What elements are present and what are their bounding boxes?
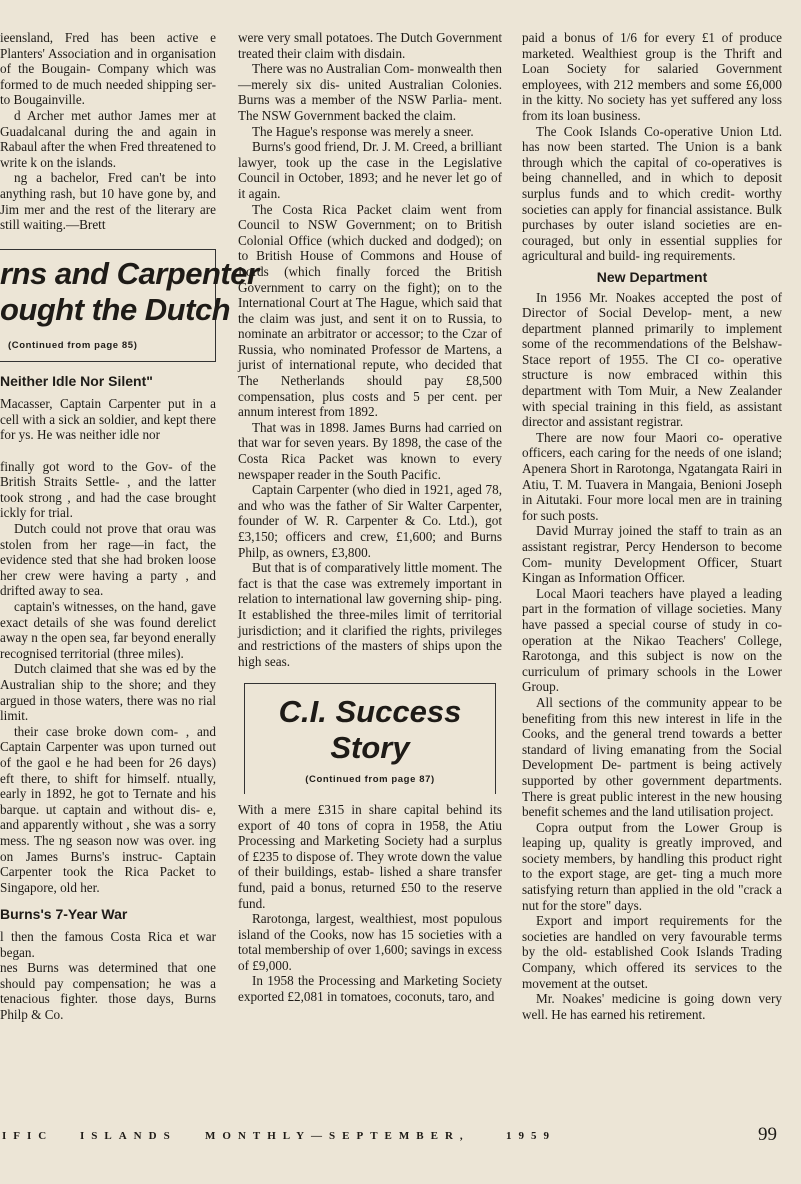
paragraph: l then the famous Costa Rica et war began. — [0, 928, 216, 960]
paragraph: paid a bonus of 1/6 for every £1 of produce marketed. Wealthiest group is the Thrift and Loan Society for salaried Government employees, with 212 members and some £6,000 in the kitty. No society has yet suffered any loss from its loan business. — [522, 30, 782, 123]
subheading: Neither Idle Nor Silent" — [0, 373, 153, 390]
feature-box — [244, 683, 496, 794]
continued-note: (Continued from page 85) — [8, 339, 138, 351]
feature-headline: rns and Carpenter — [0, 255, 259, 291]
paragraph: There are now four Maori co- operative officers, each caring for the needs of one island; Apenera Short in Rarotonga, Ngatangata Rairi in Atiu, T. M. Tuavera in Mangaia, Benioni Joseph in Aitutaki. Four more local men are in training for such posts. — [522, 429, 782, 523]
subheading: New Department — [596, 268, 708, 285]
continued-note: (Continued from page 87) — [305, 774, 435, 786]
paragraph: David Murray joined the staff to train as an assistant registrar, Percy Henderson to become Com- munity Development Officer, Stuart Kingan as Information Officer. — [522, 523, 782, 586]
paragraph: The Hague's response was merely a sneer. — [252, 123, 474, 139]
paragraph: Export and import requirements for the societies are handled on very favourable terms by the old- established Cook Islands Trading Company, which offered its services to the movement at the outset. — [522, 913, 782, 991]
paragraph: ieensland, Fred has been active e Planters' Association and in organisation of the Bougain- Company which was formed to de much needed shipping ser- to Bougainville. — [0, 30, 216, 108]
paragraph: The Cook Islands Co-operative Union Ltd. has now been started. The Union is a bank through which the capital of co-operatives is being channelled, and in which to deposit surplus funds and to which credit- worthy societies can apply for financial assistance. Bulk purchases by outer island societies are en- couraged, but only in essential supplies for agricultural and build- ing requirements. — [522, 123, 782, 264]
paragraph: captain's witnesses, on the hand, gave exact details of she was found derelict away n the open sea, far beyond enerally recognised territorial (three miles). — [0, 599, 216, 661]
page-footer — [0, 1124, 801, 1148]
feature-headline: ought the Dutch — [0, 291, 231, 327]
column-right — [522, 30, 782, 1022]
page-number: 99 — [758, 1124, 777, 1145]
paragraph: In 1958 the Processing and Marketing Society exported £2,081 in tomatoes, coconuts, taro, and — [238, 973, 502, 1005]
feature-headline: C.I. Success Story — [278, 694, 462, 766]
paragraph: With a mere £315 in share capital behind its export of 40 tons of copra in 1958, the Atiu Processing and Marketing Society had a surplus of £235 to dispose of. They wrote down the value of their buildings, estab- lished a share transfer fund, paid a bonus, returned £50 to the reserve fund. — [238, 801, 502, 911]
paragraph: In 1956 Mr. Noakes accepted the post of Director of Social Develop- ment, a new department planned primarily to implement some of the recommendations of the Belshaw- Stace report of 1955. The CI co- operative structure is now embraced within this department with Tom Muir, a New Zealander with special training in this field, as assistant director and assistant registrar. — [522, 289, 782, 430]
paragraph: Rarotonga, largest, wealthiest, most populous island of the Cooks, now has 15 societies with a total membership of over 1,600; savings in excess of £9,000. — [238, 911, 502, 973]
paragraph: Dutch could not prove that orau was stolen from her rage—in fact, the evidence sted that she had broken loose her crew were having a party , and drifted away to sea. — [0, 521, 216, 599]
paragraph: their case broke down com- , and Captain Carpenter was upon turned out of the gaol e he had been for 26 days) eft there, to shift for himself. ntually, early in 1892, he got to Ternate and his barque. ut captain and without dis- e, and apparently without , she was a sorry mess. The ng season now was over. ing on James Burns's instruc- Captain Carpenter took the Rica Packet to Singapore, old her. — [0, 723, 216, 895]
paragraph: Local Maori teachers have played a leading part in the formation of village societies. Many have passed a special course of study in co-operation at the Nikao Teachers' College, Rarotonga, and this subject is now on the curriculum of primary schools in the Lower Group. — [522, 585, 782, 695]
paragraph: Macasser, Captain Carpenter put in a cell with a sick an soldier, and kept there for ys. He was neither idle nor — [0, 395, 216, 443]
footer-word: 1959 — [506, 1130, 556, 1142]
paragraph: There was no Australian Com- monwealth then—merely six dis- united Australian Colonies. Burns was a member of the NSW Parlia- ment. The NSW Government backed the claim. — [238, 61, 502, 123]
feature-box — [0, 249, 259, 363]
subheading: Burns's 7-Year War — [0, 906, 128, 923]
paragraph: That was in 1898. James Burns had carried on that war for seven years. By 1898, the case of the Costa Rica Packet was known to every newspaper reader in the South Pacific. — [238, 419, 502, 482]
paragraph: Copra output from the Lower Group is leaping up, quality is greatly improved, and society members, by handling this product right to the export stage, are get- ting a much more satisfying return than applied in the old "crack a nut for the store" days. — [522, 819, 782, 913]
paragraph: d Archer met author James mer at Guadalcanal during the and again in Rabaul after the when Fred threatened to write k on the islands. — [0, 107, 216, 170]
column-left — [0, 30, 259, 1022]
paragraph: Mr. Noakes' medicine is going down very well. He has earned his retirement. — [522, 991, 782, 1022]
paragraph: were very small potatoes. The Dutch Government treated their claim with disdain. — [238, 30, 502, 61]
footer-word: ISLANDS — [80, 1130, 177, 1142]
paragraph: All sections of the community appear to be benefiting from this new interest in life in the Cooks, and the general trend towards a better standard of living emanating from the Social Development De- partment is being actively supported by other government departments. There is great public interest in the new housing benefit schemes and the land utilisation project. — [522, 694, 782, 820]
paragraph: But that is of comparatively little moment. The fact is that the case was extremely important in relation to international law governing ship- ping. It established the three-miles limit of territorial jurisdiction; and it clarified the rights, privileges and restrictions of the masters of ships upon the high seas. — [238, 560, 502, 669]
paragraph: finally got word to the Gov- of the British Straits Settle- , and the latter took strong , and had the case brought ickly for trial. — [0, 458, 216, 521]
footer-word: IFIC — [2, 1130, 54, 1142]
paragraph: nes Burns was determined that one should pay compensation; he was a tenacious fighter. those days, Burns Philp & Co. — [0, 960, 216, 1022]
paragraph: Captain Carpenter (who died in 1921, aged 78, and who was the father of Sir Walter Carpenter, founder of W. R. Carpenter & Co. Ltd.), got £3,150; officers and crew, £1,600; and Burns Philp, as owners, £3,800. — [238, 482, 502, 560]
paragraph: ng a bachelor, Fred can't be into anything rash, but 10 have gone by, and Jim mer and the rest of the literary are still waiting.—Brett — [0, 170, 216, 233]
paragraph: The Costa Rica Packet claim went from Council to NSW Government; on to British Colonial Office (which ducked and dodged); on to British House of Commons and House of Lords (which finally forced the British Government to carry on the fight); on to the International Court at The Hague, which said that the claim was just, and sent it on to Russia, to nominate an arbitrator or accessor; to the Czar of Russia, who nominated Professor de Martens, a jurist of international repute, who decided that The Netherlands should pay £8,500 compensation, plus costs and 5 per cent. per annum interest from 1892. — [238, 201, 502, 420]
paragraph: Burns's good friend, Dr. J. M. Creed, a brilliant lawyer, took up the case in the Legislative Council in October, 1893; and he never let go of it again. — [238, 139, 502, 201]
footer-word: MONTHLY—SEPTEMBER, — [205, 1130, 470, 1142]
paragraph: Dutch claimed that she was ed by the Australian ship to the shore; and they argued in those waters, there was no rial limit. — [0, 661, 216, 724]
column-middle — [238, 30, 502, 1005]
